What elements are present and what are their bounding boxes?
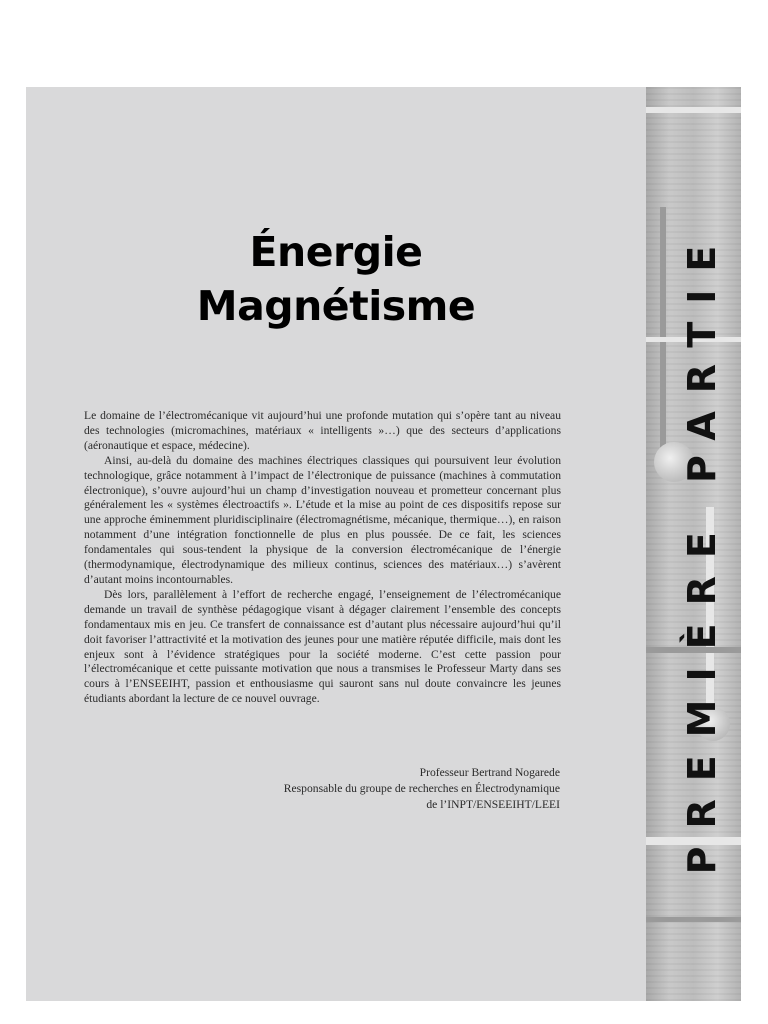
part-sidebar xyxy=(646,87,741,1001)
paragraph: Dès lors, parallèlement à l’effort de recherche engagé, l’enseignement de l’électromécanique demande un travail de synthèse pédagogique visant à dégager clairement l’ensemble des concepts fondamentaux mis en jeu. Ce transfert de connaissance est d’autant plus nécessaire aujourd’hui qu’il doit favoriser l’attractivité et la motivation des jeunes pour une matière réputée difficile, mais dont les enjeux sont à l’évidence stratégiques pour la société moderne. C’est cette passion pour l’électromécanique et cette puissante motivation que nous a transmises le Professeur Marty dans ses cours à l’ENSEEIHT, passion et enthousiasme qui sauront sans nul doute convaincre les jeunes étudiants abordant la lecture de ce nouvel ouvrage. xyxy=(84,587,561,706)
preface-text xyxy=(84,409,561,707)
title-line-2: Magnétisme xyxy=(196,282,476,330)
signature-block xyxy=(84,765,560,813)
signature-name: Professeur Bertrand Nogarede xyxy=(419,766,560,779)
title-line-1: Énergie xyxy=(249,228,423,276)
part-heading: PREMIÈRE PARTIE xyxy=(680,227,724,875)
signature-affiliation: de l’INPT/ENSEEIHT/LEEI xyxy=(426,798,560,811)
paragraph: Ainsi, au-delà du domaine des machines électriques classiques qui poursuivent leur évolution technologique, grâce notamment à l’impact de l’électronique de puissance (machines à commutation électronique), s’ouvre aujourd’hui un champ d’investigation nouveau et prometteur concernant plus généralement les « systèmes électroactifs ». L’étude et la mise au point de ces dispositifs repose sur une approche éminemment pluridisciplinaire (électromagnétisme, mécanique, thermique…), en raison notamment d’une intégration fonctionnelle de plus en plus poussée. De ce fait, les sciences fondamentales qui sous-tendent la physique de la conversion électromécanique de l’énergie (thermodynamique, électrodynamique des milieux continus, sciences des matériaux…) s’avèrent d’autant moins incontournables. xyxy=(84,453,561,586)
book-page xyxy=(26,87,741,1001)
sidebar-stripe xyxy=(646,107,741,113)
paragraph: Le domaine de l’électromécanique vit aujourd’hui une profonde mutation qui s’opère tant au niveau des technologies (micromachines, matériaux « intelligents »…) que des secteurs d’applications (aéronautique et espace, médecine). xyxy=(84,409,561,452)
sidebar-stripe xyxy=(646,917,741,922)
page-title xyxy=(26,225,646,333)
signature-role: Responsable du groupe de recherches en Électrodynamique xyxy=(283,782,560,795)
